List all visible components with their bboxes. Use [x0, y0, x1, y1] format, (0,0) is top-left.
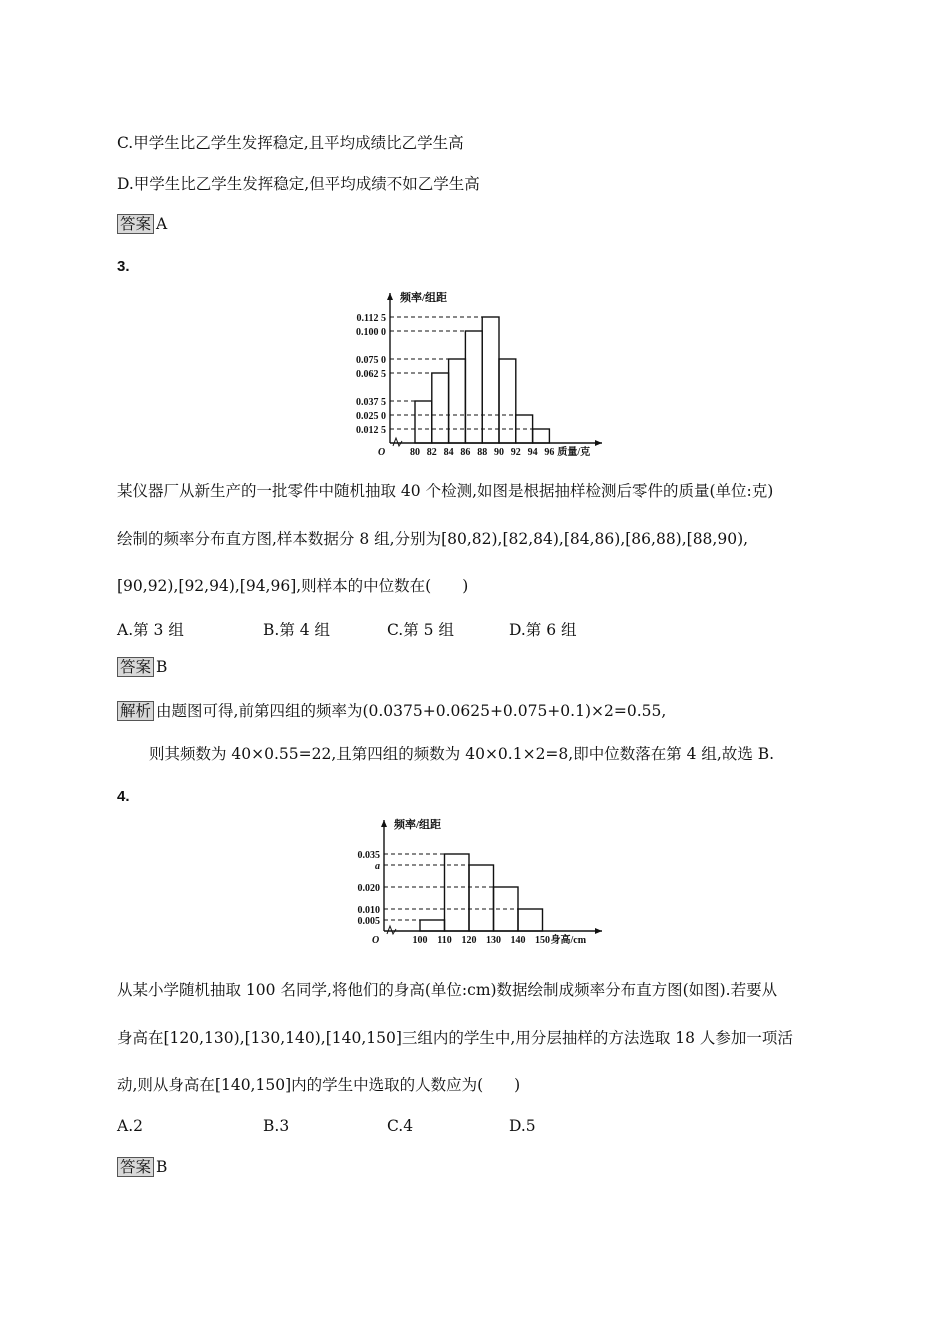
analysis-text-line: 则其频数为 40×0.55=22,且第四组的频数为 40×0.1×2=8,即中位数落在第 4 组,故选 B. — [149, 745, 775, 763]
question-text-line: 绘制的频率分布直方图,样本数据分 8 组,分别为[80,82),[82,84),[84,86),[86,88),[88,90), — [117, 530, 749, 548]
y-tick-label: 0.075 0 — [356, 355, 386, 366]
origin-label: O — [378, 447, 386, 458]
answer-value: B — [156, 1158, 168, 1176]
analysis-text: 由题图可得,前第四组的频率为(0.0375+0.0625+0.075+0.1)×2=0.55, — [156, 702, 667, 720]
answer-tag: 答案 — [117, 1157, 154, 1177]
option-a: A.2 — [117, 1117, 143, 1135]
x-tick-label: 100 — [412, 935, 428, 946]
x-tick-label: 96 — [544, 447, 555, 458]
x-tick-label: 150 — [535, 935, 550, 946]
y-tick-label: 0.037 5 — [356, 397, 386, 408]
x-tick-label: 90 — [494, 447, 504, 458]
y-tick-label: 0.062 5 — [356, 369, 386, 380]
x-axis-label: 身高/cm — [550, 935, 587, 946]
answer-tag: 答案 — [117, 657, 154, 677]
x-tick-label: 130 — [486, 935, 501, 946]
y-axis-label: 频率/组距 — [400, 292, 448, 304]
option-c: C.甲学生比乙学生发挥稳定,且平均成绩比乙学生高 — [117, 134, 464, 152]
x-tick-label: 86 — [460, 447, 471, 458]
y-tick-label: 0.100 0 — [356, 327, 386, 338]
histogram-bar — [518, 909, 543, 931]
x-tick-label: 82 — [426, 447, 437, 458]
origin-label: O — [372, 935, 380, 946]
option-a: A.第 3 组 — [117, 621, 184, 639]
histogram-bar — [415, 401, 432, 443]
x-tick-label: 80 — [410, 447, 420, 458]
y-axis-arrow — [387, 293, 393, 300]
answer-row — [117, 1157, 167, 1177]
x-tick-label: 110 — [437, 935, 452, 946]
y-axis-label: 频率/组距 — [394, 819, 442, 831]
option-d: D.甲学生比乙学生发挥稳定,但平均成绩不如乙学生高 — [117, 175, 480, 193]
y-tick-label: 0.112 5 — [356, 313, 386, 324]
axis-break — [387, 926, 396, 934]
answer-tag: 答案 — [117, 214, 154, 234]
x-tick-label: 88 — [477, 447, 488, 458]
x-axis-label: 质量/克 — [557, 447, 591, 458]
option-c: C.第 5 组 — [387, 621, 454, 639]
histogram-bar — [533, 429, 550, 443]
y-tick-label: 0.025 0 — [356, 411, 386, 422]
option-c: C.4 — [387, 1117, 414, 1135]
answer-value: A — [156, 215, 168, 233]
histogram-bar — [449, 359, 466, 443]
question-number: 4. — [117, 788, 130, 805]
x-tick-label: 94 — [527, 447, 538, 458]
question-text-line: 从某小学随机抽取 100 名同学,将他们的身高(单位:cm)数据绘制成频率分布直方图(如图).若要从 — [117, 981, 778, 999]
histogram-bar — [499, 359, 516, 443]
histogram-bar — [465, 331, 482, 443]
question-text-line: 某仪器厂从新生产的一批零件中随机抽取 40 个检测,如图是根据抽样检测后零件的质量(单位:克) — [117, 482, 774, 500]
y-tick-label: 0.035 — [357, 850, 380, 861]
answer-row — [117, 657, 167, 677]
x-axis-arrow — [595, 928, 602, 934]
option-d: D.5 — [509, 1117, 536, 1135]
question-text-line: [90,92),[92,94),[94,96],则样本的中位数在( ) — [117, 577, 469, 595]
x-tick-label: 140 — [510, 935, 526, 946]
x-tick-label: 84 — [443, 447, 454, 458]
option-d: D.第 6 组 — [509, 621, 577, 639]
x-tick-label: 92 — [510, 447, 521, 458]
option-b: B.第 4 组 — [263, 621, 331, 639]
analysis-tag: 解析 — [117, 701, 154, 721]
question-text-line: 动,则从身高在[140,150]内的学生中选取的人数应为( ) — [117, 1076, 521, 1094]
histogram-bar — [482, 317, 499, 443]
histogram-bar — [432, 373, 449, 443]
y-axis-arrow — [381, 820, 387, 827]
histogram-bar — [469, 865, 494, 931]
y-tick-label: 0.005 — [357, 916, 380, 927]
histogram-bar — [445, 854, 470, 931]
analysis-row — [117, 701, 666, 721]
y-tick-label: a — [375, 861, 380, 872]
histogram-bar — [420, 920, 445, 931]
y-tick-label: 0.012 5 — [356, 425, 386, 436]
histogram-mass — [340, 285, 610, 465]
x-tick-label: 120 — [461, 935, 477, 946]
axis-break — [393, 438, 402, 446]
answer-value: B — [156, 658, 168, 676]
question-text-line: 身高在[120,130),[130,140),[140,150]三组内的学生中,用分层抽样的方法选取 18 人参加一项活 — [117, 1029, 793, 1047]
histogram-height — [340, 815, 610, 965]
question-number: 3. — [117, 258, 130, 275]
option-b: B.3 — [263, 1117, 290, 1135]
answer-row — [117, 214, 167, 234]
y-tick-label: 0.020 — [357, 883, 380, 894]
x-axis-arrow — [595, 440, 602, 446]
y-tick-label: 0.010 — [357, 905, 380, 916]
